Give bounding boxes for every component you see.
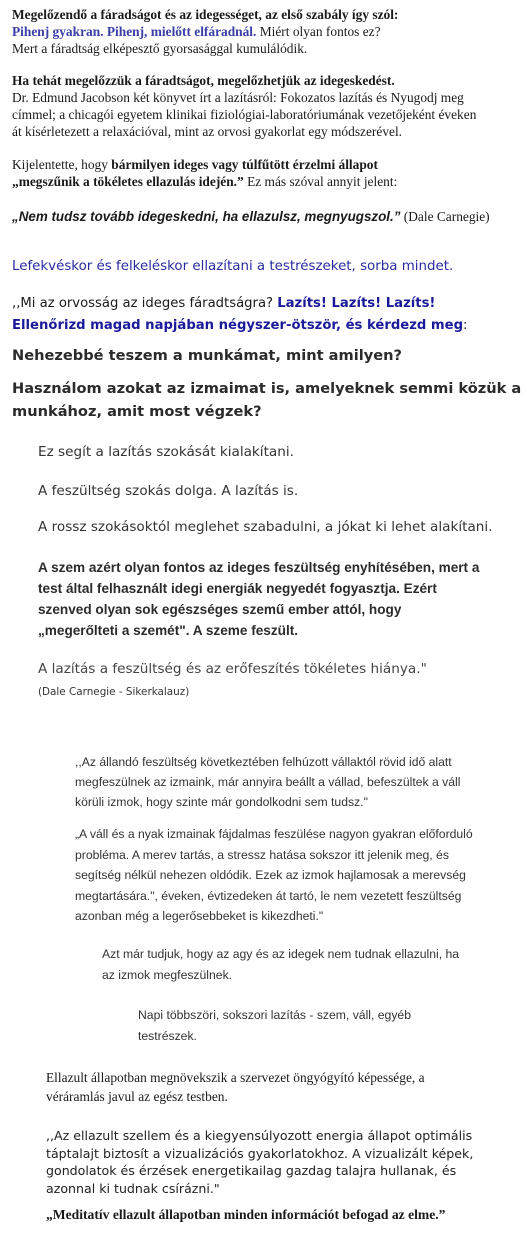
jacobson-line-3: át kísérletezett a relaxációval, mint az orvosi gyakorlat egy módszerével. — [12, 124, 403, 139]
neck-line-3: segítség nélkül nehezen oldódik. Ezek az izmok hajlamosak a merevség — [75, 868, 466, 882]
visual-line-2: táptalajt biztosít a vizualizációs gyakorlatokhoz. A vizualizált képek, — [46, 1145, 474, 1161]
remedy-check: Ellenőrizd magad napjában négyszer-ötször, és kérdezd meg — [12, 318, 464, 333]
neck-quote — [75, 824, 473, 927]
shoulders-line-1: ,,Az állandó feszültség következtében felhúzott vállaktól rövid idő alatt — [75, 755, 452, 769]
question-1: Nehezebbé teszem a munkámat, mint amilyen? — [12, 347, 403, 364]
declared-post: Ez más szóval annyit jelent: — [243, 174, 398, 189]
remedy-colon: : — [463, 318, 468, 333]
carnegie-quote-text: „Nem tudsz tovább idegeskedni, ha ellazulsz, megnyugszol.” — [12, 209, 401, 224]
habit-1: Ez segít a lazítás szokását kialakítani. — [38, 444, 294, 460]
visualization-quote — [46, 1127, 473, 1197]
carnegie-quote-author: (Dale Carnegie) — [400, 209, 490, 224]
source-citation: (Dale Carnegie - Sikerkalauz) — [38, 686, 190, 698]
intro-rest-advice: Pihenj gyakran. Pihenj, mielőtt elfáradnál. — [12, 24, 257, 39]
brain-paragraph — [102, 944, 459, 986]
healing-line-2: véráramlás javul az egész testben. — [46, 1089, 228, 1104]
question-2-line-1: Használom azokat az izmaimat is, amelyeknek semmi közük a — [12, 380, 522, 397]
jacobson-line-1: Dr. Edmund Jacobson két könyvet írt a lazításról: Fokozatos lazítás és Nyugodj meg — [12, 90, 464, 105]
neck-line-1: „A váll és a nyak izmainak fájdalmas feszülése nagyon gyakran előforduló — [75, 827, 473, 841]
habit-3: A rossz szokásoktól meglehet szabadulni, a jókat ki lehet alakítani. — [38, 519, 493, 535]
bedtime-advice: Lefekvéskor és felkeléskor ellazítani a testrészeket, sorba mindet. — [12, 259, 454, 274]
remedy-relax: Lazíts! Lazíts! Lazíts! — [277, 296, 436, 311]
visual-line-3: gondolatok és érzések energetikailag gazdag talajra hullanak, és — [46, 1163, 457, 1178]
visual-line-1: ,,Az ellazult szellem és a kiegyensúlyozott energia állapot optimális — [46, 1128, 473, 1143]
carnegie-quote — [12, 208, 490, 226]
eyes-line-2: test által felhasznált idegi energiák negyedét fogyasztja. Ezért — [38, 581, 437, 596]
intro-question: Miért olyan fontos ez? — [256, 24, 381, 39]
eyes-line-1: A szem azért olyan fontos az ideges feszültség enyhítésében, mert a — [38, 560, 480, 575]
healing-line-1: Ellazult állapotban megnövekszik a szervezet öngyógyító képessége, a — [46, 1070, 425, 1085]
intro-paragraph — [12, 6, 517, 57]
jacobson-paragraph — [12, 72, 517, 140]
shoulders-line-3: körüli izmok, hogy szinte már gondolkodni sem tudsz." — [75, 795, 368, 809]
declared-pre: Kijelentette, hogy — [12, 157, 112, 172]
declared-bold-2: „megszűnik a tökéletes ellazulás idején.” — [12, 174, 244, 189]
eyes-line-4: „megerőlteti a szemét". A szeme feszült. — [38, 623, 299, 638]
shoulders-quote — [75, 752, 460, 812]
remedy-question: ,,Mi az orvosság az ideges fáradtságra? — [12, 296, 278, 311]
relaxation-definition: A lazítás a feszültség és az erőfeszítés tökéletes hiánya." — [38, 661, 427, 677]
intro-reason: Mert a fáradtság elképesztő gyorsasággal kumulálódik. — [12, 41, 308, 56]
remedy-paragraph — [12, 293, 468, 337]
shoulders-line-2: megfeszülnek az izmaink, már annyira beállt a vállad, befeszültek a váll — [75, 775, 461, 789]
healing-paragraph — [46, 1068, 425, 1106]
question-2 — [12, 377, 521, 423]
question-2-line-2: munkához, amit most végzek? — [12, 403, 262, 420]
neck-line-4: megtartására.", éveken, évtizedeken át tartó, le nem vezetett feszültség — [75, 888, 462, 903]
daily-line-2: testrészek. — [138, 1029, 197, 1043]
brain-line-2: az izmok megfeszülnek. — [102, 968, 233, 982]
intro-rule: Megelőzendő a fáradságot és az idegességet, az első szabály így szól: — [12, 7, 399, 22]
declared-bold-1: bármilyen ideges vagy túlfűtött érzelmi állapot — [111, 157, 378, 172]
visual-line-4: azonnal ki tudnak csírázni." — [46, 1180, 220, 1196]
brain-line-1: Azt már tudjuk, hogy az agy és az idegek nem tudnak ellazulni, ha — [102, 947, 460, 961]
daily-relaxation — [138, 1005, 411, 1047]
eyes-line-3: szenved olyan sok egészséges szemű ember attól, hogy — [38, 602, 402, 617]
neck-line-2: probléma. A merev tartás, a stressz hatása sokszor itt jelenik meg, és — [75, 847, 449, 862]
habit-2: A feszültség szokás dolga. A lazítás is. — [38, 483, 299, 499]
neck-line-5: azonban még a legerősebbeket is kikezdheti." — [75, 909, 324, 923]
final-statement: „Meditatív ellazult állapotban minden információt befogad az elme.” — [46, 1207, 446, 1222]
jacobson-line-2: címmel; a chicagói egyetem klinikai fiziológiai-laboratóriumának vezetőjeként éveken — [12, 107, 477, 122]
jacobson-heading: Ha tehát megelőzzük a fáradtságot, megelőzhetjük az idegeskedést. — [12, 73, 395, 88]
daily-line-1: Napi többszöri, sokszori lazítás - szem, váll, egyéb — [138, 1008, 411, 1022]
eyes-paragraph — [38, 557, 479, 641]
declared-paragraph — [12, 156, 517, 190]
